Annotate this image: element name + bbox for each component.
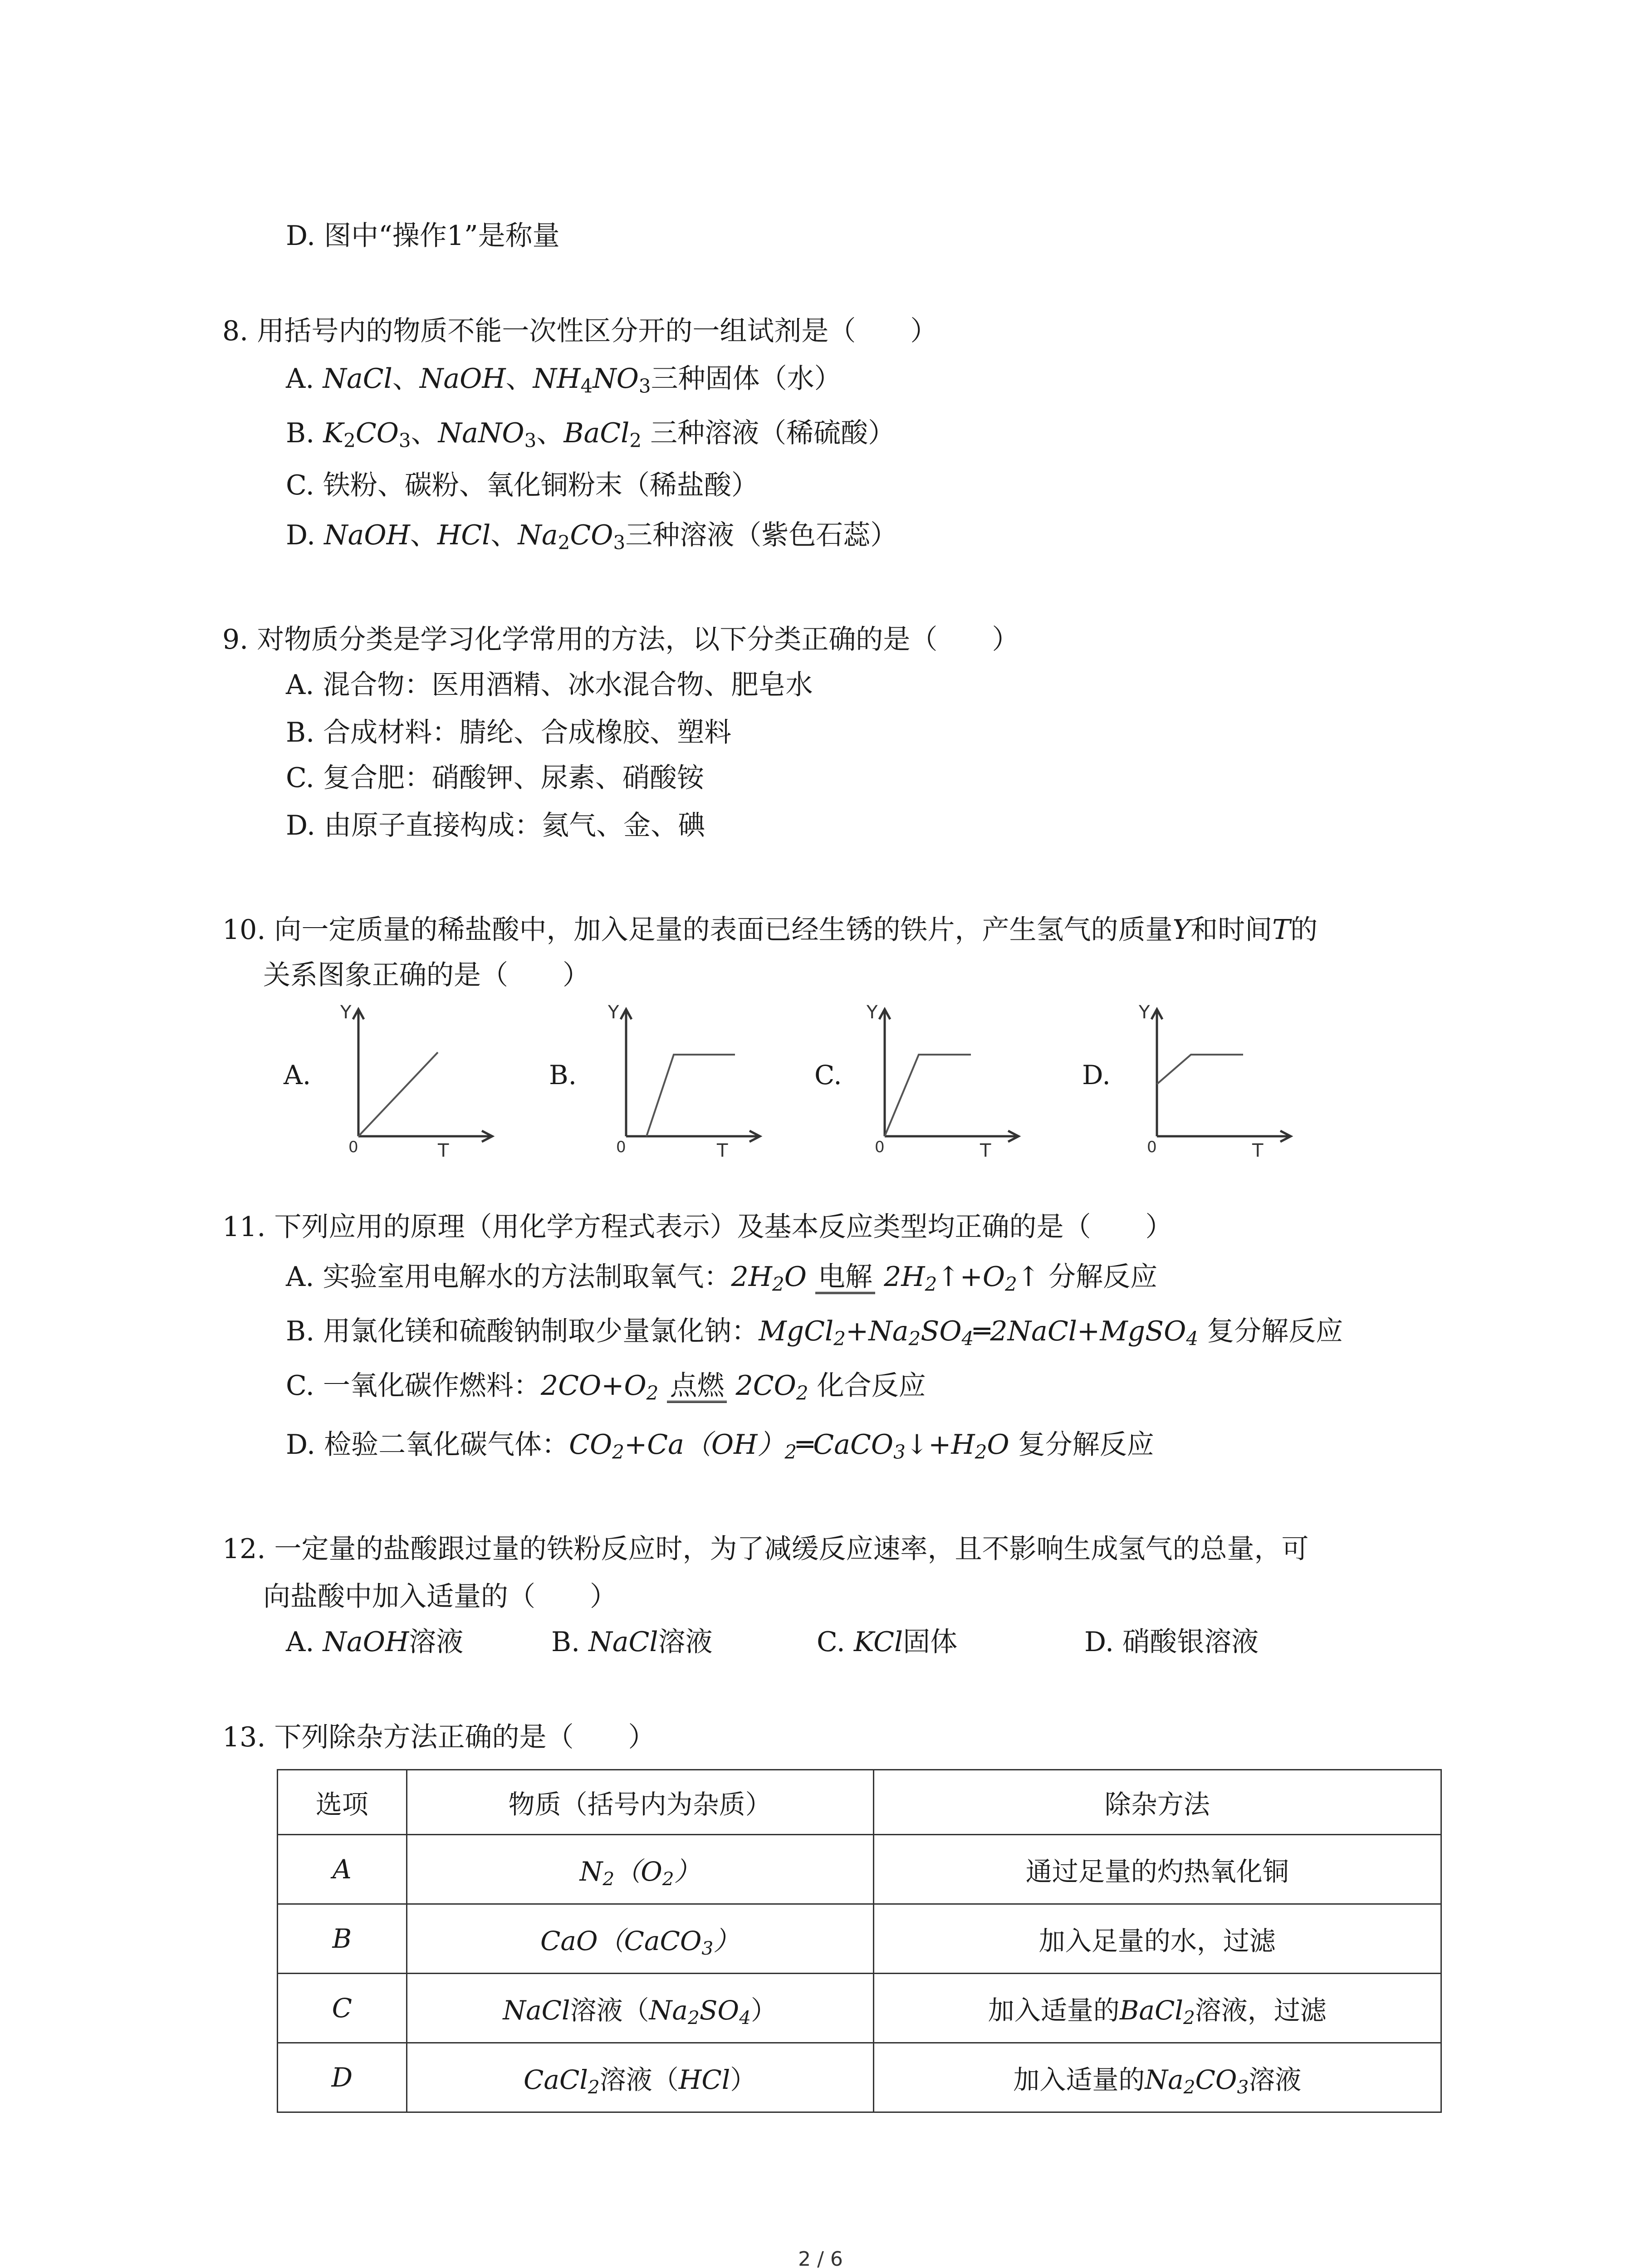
q10-graph-a-label: A. bbox=[284, 1060, 311, 1090]
q10-graph-c bbox=[862, 1000, 1025, 1159]
y-axis-label: Y bbox=[608, 1002, 619, 1023]
q10-stem-line1: 10. 向一定质量的稀盐酸中，加入足量的表面已经生锈的铁片，产生氢气的质量Y和时间T的 bbox=[222, 914, 1318, 946]
q11-stem: 11. 下列应用的原理（用化学方程式表示）及基本反应类型均正确的是（ ） bbox=[222, 1211, 1173, 1243]
y-axis-label: Y bbox=[1139, 1002, 1150, 1023]
x-axis-label: T bbox=[438, 1140, 449, 1159]
q10-stem-line2: 关系图象正确的是（ ） bbox=[263, 959, 590, 991]
q11-option-d: D. 检验二氧化碳气体：$CO_2+Ca(OH)_2═CaCO_3↓+H_2O$ 复分解反应 bbox=[286, 1429, 1154, 1463]
table-row bbox=[278, 1835, 1441, 1904]
q8-option-d: D. NaOH、HCl、$Na_2CO_3$三种溶液（紫色石蕊） bbox=[286, 519, 898, 554]
q12-option-b: B. NaCl溶液 bbox=[551, 1626, 713, 1658]
option-letter: C bbox=[332, 1993, 353, 2024]
q12-stem-line2: 向盐酸中加入适量的（ ） bbox=[263, 1581, 617, 1613]
q12-option-a: A. NaOH溶液 bbox=[286, 1626, 464, 1658]
origin-label: 0 bbox=[1147, 1138, 1157, 1156]
q10-graph-d-label: D. bbox=[1082, 1060, 1111, 1090]
q8-option-a: A. NaCl、NaOH、$NH_4NO_3$三种固体（水） bbox=[286, 363, 842, 397]
q9-option-c: C. 复合肥：硝酸钾、尿素、硝酸铵 bbox=[286, 762, 704, 794]
header-cell-method: 除杂方法 bbox=[873, 1770, 1441, 1835]
q11-option-b: B. 用氯化镁和硫酸钠制取少量氯化钠：$MgCl_2+Na_2SO_4═2NaCl+MgSO_4$ 复分解反应 bbox=[286, 1315, 1343, 1350]
table-row bbox=[278, 1974, 1441, 2043]
y-axis-label: Y bbox=[867, 1002, 878, 1023]
page-number: 2 / 6 bbox=[798, 2248, 843, 2268]
q11-option-a: A. 实验室用电解水的方法制取氧气：$2H_2O$ 电解 $2H_2↑+O_2↑$ 分解反应 bbox=[286, 1259, 1157, 1295]
q12-stem-line1: 12. 一定量的盐酸跟过量的铁粉反应时，为了减缓反应速率，且不影响生成氢气的总量，可 bbox=[222, 1533, 1309, 1565]
q11-option-c: C. 一氧化碳作燃料：$2CO+O_2$ 点燃 $2CO_2$ 化合反应 bbox=[286, 1368, 926, 1404]
substance-cell: $N_2(O_2)$ bbox=[407, 1835, 873, 1904]
substance-cell: NaCl溶液$(Na_2SO_4)$ bbox=[407, 1974, 873, 2043]
q9-option-a: A. 混合物：医用酒精、冰水混合物、肥皂水 bbox=[286, 669, 813, 701]
origin-label: 0 bbox=[616, 1138, 626, 1156]
table-row bbox=[278, 1904, 1441, 1974]
q10-graph-d bbox=[1134, 1000, 1298, 1159]
table-row bbox=[278, 2043, 1441, 2112]
q9-option-b: B. 合成材料：腈纶、合成橡胶、塑料 bbox=[286, 717, 732, 748]
q12-options bbox=[0, 1624, 1641, 1660]
q8-option-b: B. $K_2CO_3$、NaNO$_3$、BaCl$_2$ 三种溶液（稀硫酸） bbox=[286, 417, 896, 452]
substance-cell: CaCl$_2$溶液（HCl） bbox=[407, 2043, 873, 2112]
table-header-row bbox=[278, 1770, 1441, 1835]
q13-stem: 13. 下列除杂方法正确的是（ ） bbox=[222, 1721, 656, 1753]
method-cell: 加入足量的水，过滤 bbox=[873, 1904, 1441, 1974]
reaction-condition: 点燃 bbox=[667, 1368, 727, 1404]
header-cell-option: 选项 bbox=[278, 1770, 407, 1835]
q8-stem: 8. 用括号内的物质不能一次性区分开的一组试剂是（ ） bbox=[222, 315, 938, 347]
header-cell-substance: 物质（括号内为杂质） bbox=[407, 1770, 873, 1835]
option-letter: D bbox=[331, 2062, 353, 2093]
x-axis-label: T bbox=[980, 1140, 991, 1159]
option-letter: A bbox=[332, 1854, 352, 1885]
option-letter: B bbox=[332, 1923, 352, 1954]
q9-stem: 9. 对物质分类是学习化学常用的方法，以下分类正确的是（ ） bbox=[222, 624, 1019, 655]
method-cell: 加入适量的BaCl$_2$溶液，过滤 bbox=[873, 1974, 1441, 2043]
reaction-condition: 电解 bbox=[815, 1259, 875, 1295]
x-axis-label: T bbox=[1252, 1140, 1264, 1159]
q13-table bbox=[277, 1769, 1442, 2113]
q10-graph-a bbox=[336, 1000, 499, 1159]
q7-option-d: D. 图中“操作1”是称量 bbox=[286, 220, 560, 252]
q8-option-c: C. 铁粉、碳粉、氧化铜粉末（稀盐酸） bbox=[286, 469, 759, 501]
y-axis-label: Y bbox=[340, 1002, 352, 1023]
origin-label: 0 bbox=[348, 1138, 358, 1156]
q10-graph-c-label: C. bbox=[814, 1060, 842, 1090]
q10-graph-b-label: B. bbox=[549, 1060, 577, 1090]
q12-option-d: D. 硝酸银溶液 bbox=[1084, 1626, 1259, 1658]
method-cell: 加入适量的$Na_2CO_3$溶液 bbox=[873, 2043, 1441, 2112]
q12-option-c: C. KCl固体 bbox=[817, 1626, 958, 1658]
x-axis-label: T bbox=[717, 1140, 728, 1159]
method-cell: 通过足量的灼热氧化铜 bbox=[873, 1835, 1441, 1904]
q9-option-d: D. 由原子直接构成：氦气、金、碘 bbox=[286, 810, 705, 841]
origin-label: 0 bbox=[875, 1138, 885, 1156]
q10-graph-b bbox=[603, 1000, 767, 1159]
substance-cell: CaO（CaCO$_3$） bbox=[407, 1904, 873, 1974]
